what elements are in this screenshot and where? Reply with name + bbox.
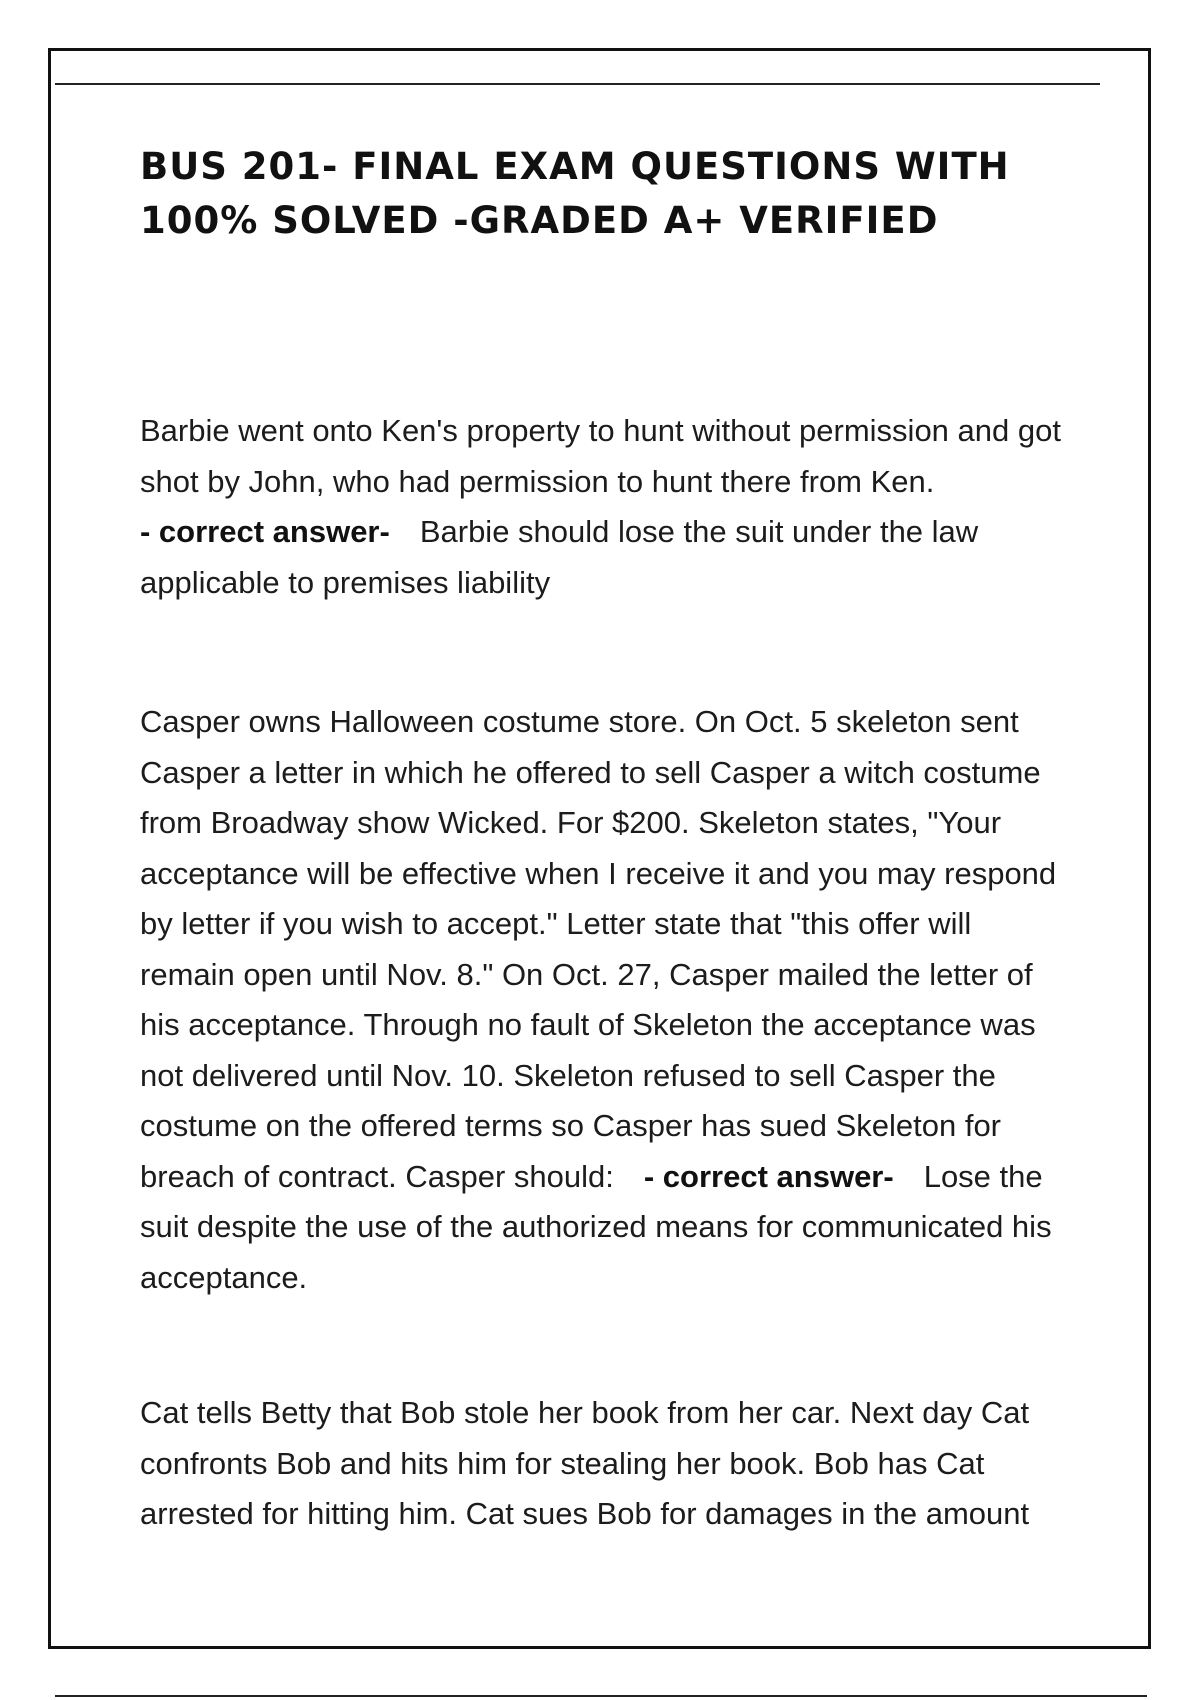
- question-block: [140, 697, 1070, 1303]
- question-block: [140, 1388, 1070, 1540]
- question-text: Barbie went onto Ken's property to hunt without permission and got shot by John, who had permission to hunt there from Ken.: [140, 413, 1061, 499]
- answer-marker: - correct answer-: [643, 1158, 894, 1194]
- question-text: Cat tells Betty that Bob stole her book from her car. Next day Cat confronts Bob and hits him for stealing her book. Bob has Cat arrested for hitting him. Cat sues Bob for damages in the amount: [140, 1395, 1030, 1531]
- question-text: Casper owns Halloween costume store. On Oct. 5 skeleton sent Casper a letter in which he offered to sell Casper a witch costume from Broadway show Wicked. For $200. Skeleton states, "Your acceptance will be effective when I receive it and you may respond by letter if you wish to accept." Letter state that "this offer will remain open until Nov. 8." On Oct. 27, Casper mailed the letter of his acceptance. Through no fault of Skeleton the acceptance was not delivered until Nov. 10. Skeleton refused to sell Casper the costume on the offered terms so Casper has sued Skeleton for breach of contract. Casper should:: [140, 704, 1057, 1194]
- question-block: [140, 406, 1070, 608]
- answer-text: Lose the suit despite the use of the authorized means for communicated his acceptance.: [140, 1158, 1052, 1295]
- footer-rule: [55, 1695, 1147, 1697]
- header-rule: [55, 83, 1100, 85]
- answer-marker: - correct answer-: [140, 514, 390, 549]
- answer-text: Barbie should lose the suit under the law applicable to premises liability: [140, 514, 979, 600]
- document-title: BUS 201- FINAL EXAM QUESTIONS WITH 100% SOLVED -GRADED A+ VERIFIED: [140, 145, 1010, 242]
